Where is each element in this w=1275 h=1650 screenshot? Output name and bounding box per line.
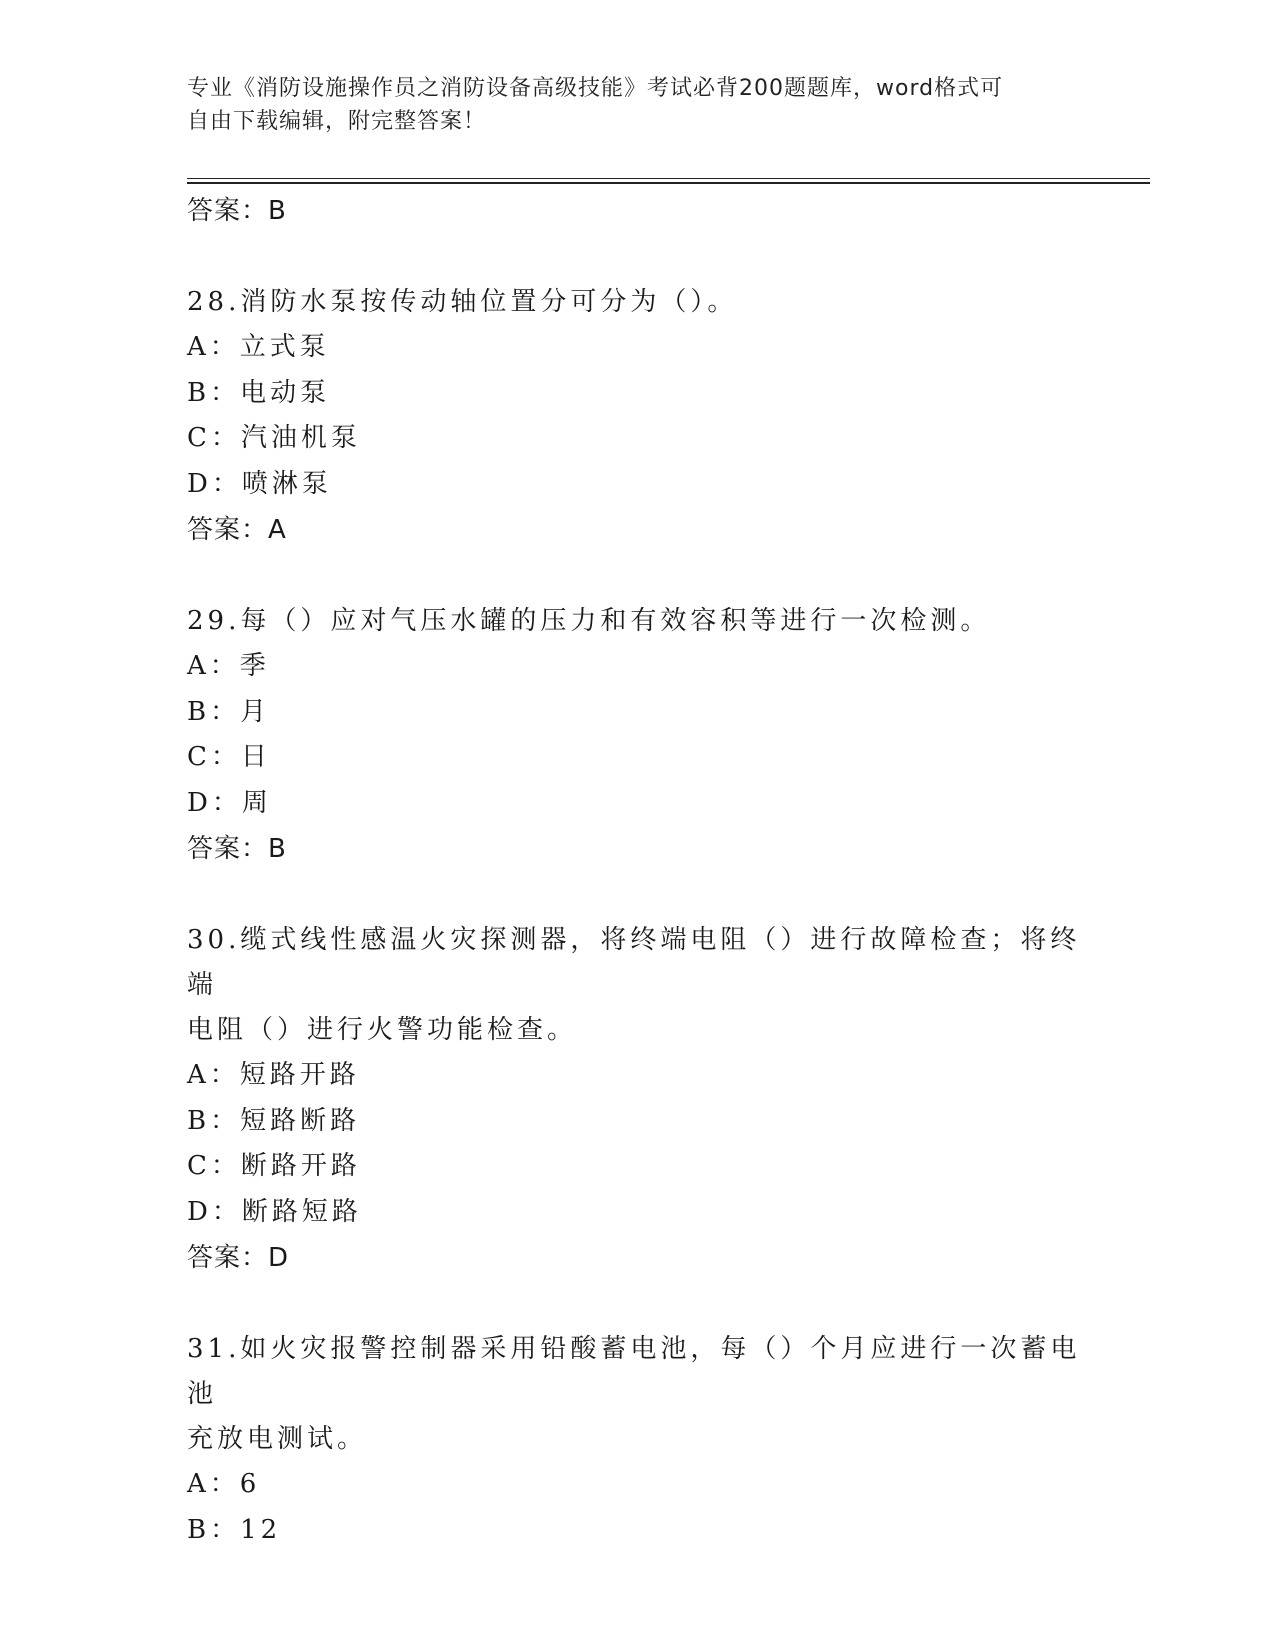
option-c: C：汽油机泵	[187, 423, 361, 453]
option-a: A：6	[187, 1469, 261, 1499]
spacer	[187, 872, 1087, 918]
option-b: B：12	[187, 1514, 282, 1545]
spacer	[187, 553, 1087, 599]
option-d: D：喷淋泵	[187, 468, 332, 499]
document-header	[187, 72, 1067, 138]
option-d: D：断路短路	[187, 1196, 362, 1227]
header-divider-thin	[187, 178, 1150, 179]
spacer	[187, 234, 1087, 280]
document-body	[187, 188, 1087, 1553]
header-line-2: 自由下载编辑，附完整答案！	[187, 109, 487, 134]
header-line-1: 专业《消防设施操作员之消防设备高级技能》考试必背200题题库，word格式可	[187, 76, 1004, 101]
answer-label: 答案：D	[187, 1243, 290, 1273]
question-block-31	[187, 1327, 1087, 1553]
option-a: A：立式泵	[187, 332, 330, 362]
header-divider-thick	[187, 182, 1150, 184]
option-a: A：短路开路	[187, 1060, 360, 1090]
question-stem: 29.每（）应对气压水罐的压力和有效容积等进行一次检测。	[187, 606, 991, 636]
question-stem-line-2: 充放电测试。	[187, 1424, 368, 1454]
answer-label: 答案：A	[187, 515, 287, 545]
option-b: B：短路断路	[187, 1105, 361, 1136]
option-d: D：周	[187, 787, 272, 818]
previous-answer: 答案：B	[187, 196, 287, 226]
question-stem: 28.消防水泵按传动轴位置分可分为（）。	[187, 287, 738, 317]
question-stem-line-1: 31.如火灾报警控制器采用铅酸蓄电池，每（）个月应进行一次蓄电池	[187, 1334, 1081, 1409]
question-stem-line-2: 电阻（）进行火警功能检查。	[187, 1015, 578, 1045]
question-block-28	[187, 280, 1087, 553]
question-block-30	[187, 918, 1087, 1281]
option-c: C：断路开路	[187, 1151, 361, 1181]
option-c: C：日	[187, 742, 271, 772]
option-b: B：电动泵	[187, 377, 331, 408]
answer-label: 答案：B	[187, 834, 287, 864]
question-stem-line-1: 30.缆式线性感温火灾探测器，将终端电阻（）进行故障检查；将终端	[187, 925, 1081, 1000]
spacer	[187, 1281, 1087, 1327]
question-block-29	[187, 599, 1087, 872]
option-b: B：月	[187, 696, 271, 727]
option-a: A：季	[187, 651, 270, 681]
